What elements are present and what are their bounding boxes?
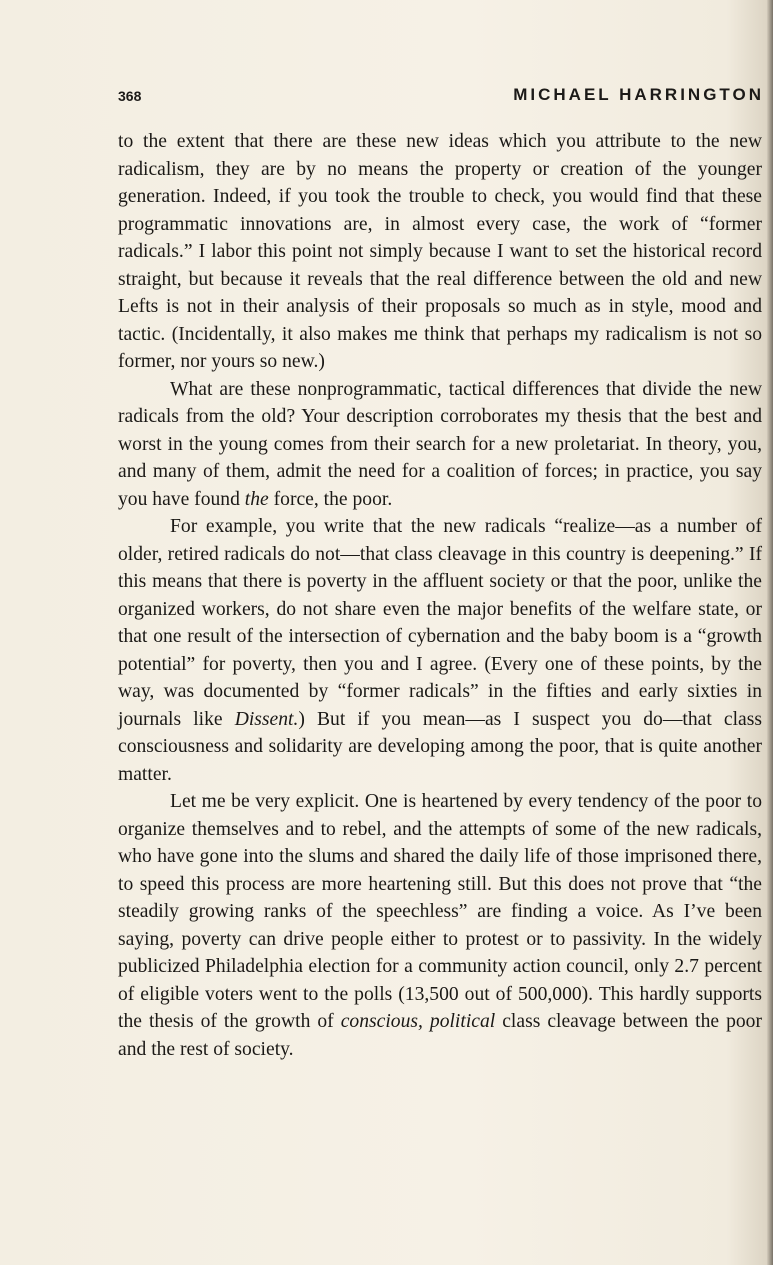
text-run: to the extent that there are these new ideas which you attribute to the new radicalism, they are by no means the property or creation of the younger generation. Indeed, if you took the trouble to check, you would find that these programmatic innovations are, in almost every case, the work of “former radicals.” I labor this point not simply because I want to set the historical record straight, but because it reveals that the real difference between the old and new Lefts is not in their analysis of their proposals so much as in style, mood and tactic. (Incidentally, it also makes me think that perhaps my radicalism is not so former, nor yours so new.)	[118, 131, 762, 372]
paragraph	[118, 788, 762, 1063]
text-run: Let me be very explicit. One is heartened by every tendency of the poor to organize themselves and to rebel, and the attempts of some of the new radicals, who have gone into the slums and shared the daily life of those imprisoned there, to speed this process are more heartening still. But this does not prove that “the steadily growing ranks of the speechless” are finding a voice. As I’ve been saying, poverty can drive people either to protest or to passivity. In the widely publicized Philadelphia election for a community action council, only 2.7 percent of eligible voters went to the polls (13,500 out of 500,000). This hardly supports the thesis of the growth of	[118, 791, 762, 1032]
text-run: class cleavage between the poor and the rest of society.	[118, 1011, 762, 1060]
page-header	[118, 84, 764, 108]
paragraph	[118, 513, 762, 788]
page-edge-shadow	[767, 0, 773, 1265]
body-text	[118, 128, 762, 1063]
text-run: For example, you write that the new radicals “realize—as a number of older, retired radicals do not—that class cleavage in this country is deepening.” If this means that there is poverty in the affluent society or that the poor, unlike the organized workers, do not share even the major benefits of the welfare state, or that one result of the intersection of cybernation and the baby boom is a “growth potential” for poverty, then you and I agree. (Every one of these points, by the way, was documented by “former radicals” in the fifties and early sixties in journals like	[118, 516, 762, 730]
italic-text-run: the	[244, 488, 269, 510]
text-run: What are these nonprogrammatic, tactical differences that divide the new radicals from the old? Your description corroborates my thesis that the best and worst in the young comes from their search for a new proletariat. In theory, you, and many of them, admit the need for a coalition of forces; in practice, you say you have found	[118, 378, 762, 510]
page-number: 368	[118, 88, 142, 104]
paragraph	[118, 128, 762, 376]
italic-text-run: Dissent.	[234, 708, 299, 730]
text-run: force, the poor.	[268, 488, 393, 510]
text-run: ) But if you mean—as I suspect you do—that class consciousness and solidarity are developing among the poor, that is quite another matter.	[118, 708, 762, 785]
running-head: MICHAEL HARRINGTON	[513, 85, 764, 104]
paragraph	[118, 376, 762, 514]
italic-text-run: conscious, political	[340, 1011, 496, 1032]
